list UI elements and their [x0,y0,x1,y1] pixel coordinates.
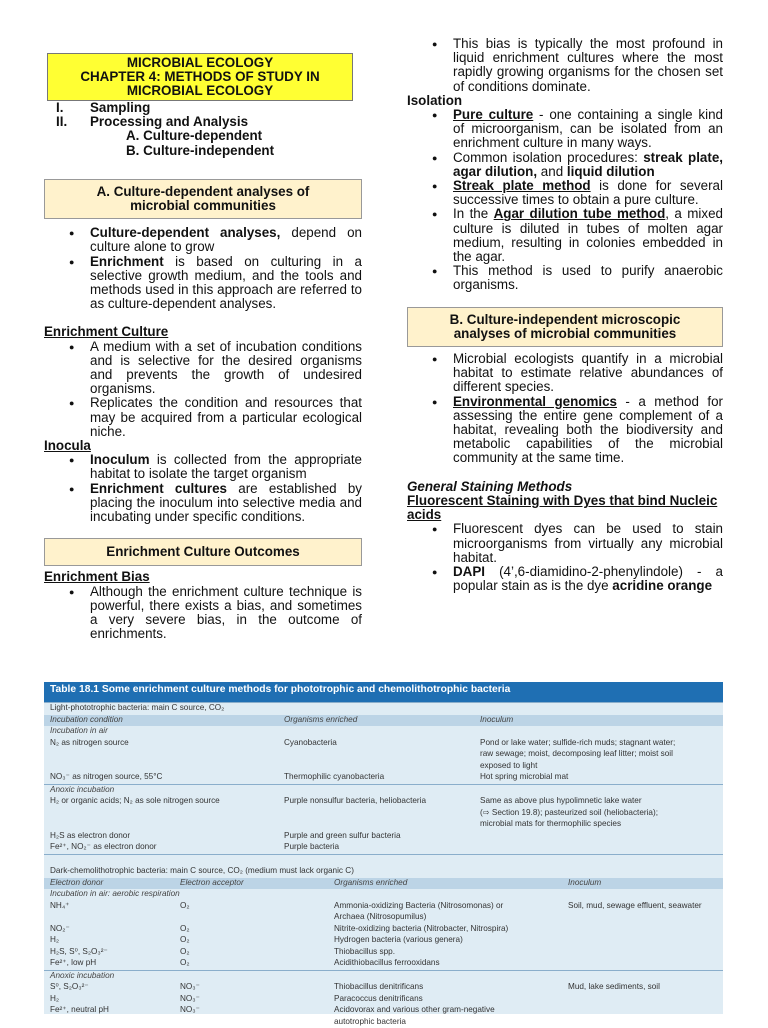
right-column [407,37,723,593]
table-cell: Thermophilic cyanobacteria [284,772,384,782]
staining-list [407,522,723,593]
table-cell: O₂ [180,958,190,968]
table-cell: O₂ [180,901,190,911]
enrichment-methods-table [44,682,723,1014]
subsection-label [44,889,723,901]
table-cell: Incubation in air [50,726,108,736]
enrichment-culture-heading: Enrichment Culture [44,325,362,339]
dark-section-title [44,866,723,878]
inocula-heading: Inocula [44,439,362,453]
table-cell: Inoculum [480,715,513,725]
table-row [44,1017,723,1028]
table-row [44,819,723,831]
enrichment-culture-list [44,340,362,439]
table-cell: Organisms enriched [284,715,357,725]
table-row [44,1005,723,1017]
table-cell: exposed to light [480,761,537,771]
table-cell: (⇨ Section 19.8); pasteurized soil (heliobacteria); [480,808,658,818]
table-cell: NO₂⁻ [50,924,70,934]
table-cell: Archaea (Nitrosopumilus) [334,912,426,922]
outline-num-2: II. [56,115,90,129]
table-cell: Pond or lake water; sulfide-rich muds; stagnant water; [480,738,675,748]
table-cell: raw sewage; moist, decomposing leaf litter; moist soil [480,749,673,759]
table-cell: H₂S as electron donor [50,831,130,841]
outline-num-1: I. [56,101,90,115]
isolation-heading: Isolation [407,94,723,108]
table-row [44,831,723,843]
section-a-line-1: A. Culture-dependent analyses of [55,185,351,199]
table-header-row [44,878,723,890]
table-cell: Dark-chemolithotrophic bacteria: main C source, CO₂ (medium must lack organic C) [50,866,354,876]
table-cell: Organisms enriched [334,878,407,888]
table-cell: O₂ [180,924,190,934]
table-row [44,924,723,936]
table-cell: Anoxic incubation [50,971,114,981]
table-cell: Ammonia-oxidizing Bacteria (Nitrosomonas) or [334,901,503,911]
list-item: ● Microbial ecologists quantify in a microbial habitat to estimate relative abundances of different species. [407,352,723,395]
table-header-row [44,715,723,727]
table-cell: NO₃⁻ [180,1005,200,1015]
table-cell: H₂ [50,935,59,945]
table-row [44,738,723,750]
list-item: ● Enrichment cultures are established by placing the inoculum into selective media and incubating under specific conditions. [44,482,362,525]
culture-independent-list [407,352,723,466]
light-section-title [44,702,723,715]
section-b-line-2: analyses of microbial communities [418,327,712,341]
table-cell: Purple and green sulfur bacteria [284,831,401,841]
title-line-2: CHAPTER 4: METHODS OF STUDY IN [52,70,348,84]
table-cell: autotrophic bacteria [334,1017,406,1027]
table-body [44,702,723,1028]
table-cell: microbial mats for thermophilic species [480,819,621,829]
table-cell: Soil, mud, sewage effluent, seawater [568,901,702,911]
bias-list [44,585,362,642]
title-line-3: MICROBIAL ECOLOGY [52,84,348,98]
bias-list-continued [407,37,723,94]
table-cell: Fe²⁺, low pH [50,958,96,968]
table-row [44,808,723,820]
table-cell: Inoculum [568,878,601,888]
left-column [44,53,362,642]
outline-sub-b: B. Culture-independent [126,144,362,158]
staining-heading: General Staining Methods [407,480,723,494]
subsection-label [44,784,723,797]
table-row [44,901,723,913]
table-cell: Acidovorax and various other gram-negative [334,1005,495,1015]
table-cell: NH₄⁺ [50,901,70,911]
inocula-list [44,453,362,524]
list-item: ● DAPI (4’,6-diamidino-2-phenylindole) - a popular stain as is the dye acridine orange [407,565,723,593]
table-cell: S⁰, S₂O₃²⁻ [50,982,89,992]
table-cell: Anoxic incubation [50,785,114,795]
table-cell: N₂ as nitrogen source [50,738,129,748]
table-row [44,935,723,947]
table-cell: Hydrogen bacteria (various genera) [334,935,463,945]
table-cell: Electron donor [50,878,103,888]
table-cell: Electron acceptor [180,878,244,888]
culture-dependent-list [44,226,362,311]
table-cell: Light-phototrophic bacteria: main C source, CO₂ [50,703,224,713]
document-title-box [47,53,353,101]
table-cell: Purple bacteria [284,842,339,852]
table-cell: Paracoccus denitrificans [334,994,423,1004]
table-cell: Purple nonsulfur bacteria, heliobacteria [284,796,426,806]
table-cell: H₂ [50,994,59,1004]
table-row [44,772,723,784]
table-cell: NO₃⁻ [180,994,200,1004]
list-item: ● In the Agar dilution tube method, a mixed culture is diluted in tubes of molten agar medium, resulting in colonies embedded in the agar. [407,207,723,264]
list-item: ● Common isolation procedures: streak plate, agar dilution, and liquid dilution [407,151,723,179]
outline-item-sampling: Sampling [90,101,150,115]
list-item: ● A medium with a set of incubation conditions and is selective for the desired organisms and prevents the growth of undesired organisms. [44,340,362,397]
list-item: ● This bias is typically the most profound in liquid enrichment cultures where the most rapidly growing organisms for the chosen set of conditions dominate. [407,37,723,94]
table-title: Table 18.1 Some enrichment culture methods for phototrophic and chemolithotrophic bacteria [44,682,723,702]
table-cell: Acidithiobacillus ferrooxidans [334,958,440,968]
table-row [44,761,723,773]
list-item: ● Culture-dependent analyses, depend on culture alone to grow [44,226,362,254]
table-cell: Nitrite-oxidizing bacteria (Nitrobacter, Nitrospira) [334,924,508,934]
list-item: ● Environmental genomics - a method for assessing the entire gene complement of a habitat, revealing both the biodiversity and metabolic capabilities of the microbial community at the same time. [407,395,723,466]
outline [56,101,362,158]
table-row [44,912,723,924]
table-cell: O₂ [180,947,190,957]
list-item: ● Replicates the condition and resources that may be acquired from a particular ecological niche. [44,396,362,439]
subsection-label [44,970,723,983]
table-row [44,958,723,970]
table-cell: NO₃⁻ [180,982,200,992]
list-item: ● Although the enrichment culture technique is powerful, there exists a bias, and sometimes a very severe bias, in the outcome of enrichments. [44,585,362,642]
list-item: ● Pure culture - one containing a single kind of microorganism, can be isolated from an enrichment culture in many ways. [407,108,723,151]
table-row [44,994,723,1006]
list-item: ● Enrichment is based on culturing in a selective growth medium, and the tools and methods used in this approach are referred to as culture-dependent analyses. [44,255,362,312]
table-cell: Fe²⁺, neutral pH [50,1005,109,1015]
table-cell: Fe²⁺, NO₂⁻ as electron donor [50,842,156,852]
table-cell: Same as above plus hypolimnetic lake water [480,796,642,806]
subsection-label [44,726,723,738]
fluorescent-staining-heading: Fluorescent Staining with Dyes that bind Nucleic acids [407,494,723,522]
list-item: ● Fluorescent dyes can be used to stain microorganisms from virtually any microbial habitat. [407,522,723,565]
isolation-list [407,108,723,293]
table-row [44,796,723,808]
table-cell: Incubation condition [50,715,123,725]
table-row [44,842,723,854]
table-cell: H₂S, S⁰, S₂O₃²⁻ [50,947,108,957]
section-a-line-2: microbial communities [55,199,351,213]
table-cell: NO₃⁻ as nitrogen source, 55°C [50,772,162,782]
table-cell: Hot spring microbial mat [480,772,568,782]
section-a-header-box [44,179,362,219]
table-cell: H₂ or organic acids; N₂ as sole nitrogen source [50,796,220,806]
table-divider [44,854,723,867]
table-row [44,982,723,994]
table-cell: Mud, lake sediments, soil [568,982,660,992]
table-cell: Cyanobacteria [284,738,337,748]
outline-sub-a: A. Culture-dependent [126,129,362,143]
table-cell: Thiobacillus denitrificans [334,982,423,992]
outcomes-header-box: Enrichment Culture Outcomes [44,538,362,566]
section-b-line-1: B. Culture-independent microscopic [418,313,712,327]
list-item: ● This method is used to purify anaerobic organisms. [407,264,723,292]
list-item: ● Streak plate method is done for several successive times to obtain a pure culture. [407,179,723,207]
outline-item-processing: Processing and Analysis [90,115,248,129]
title-line-1: MICROBIAL ECOLOGY [52,56,348,70]
table-cell: O₂ [180,935,190,945]
table-row [44,749,723,761]
table-cell: Incubation in air: aerobic respiration [50,889,180,899]
table-row [44,947,723,959]
section-b-header-box [407,307,723,347]
enrichment-bias-heading: Enrichment Bias [44,570,362,584]
list-item: ● Inoculum is collected from the appropriate habitat to isolate the target organism [44,453,362,481]
table-cell: Thiobacillus spp. [334,947,395,957]
